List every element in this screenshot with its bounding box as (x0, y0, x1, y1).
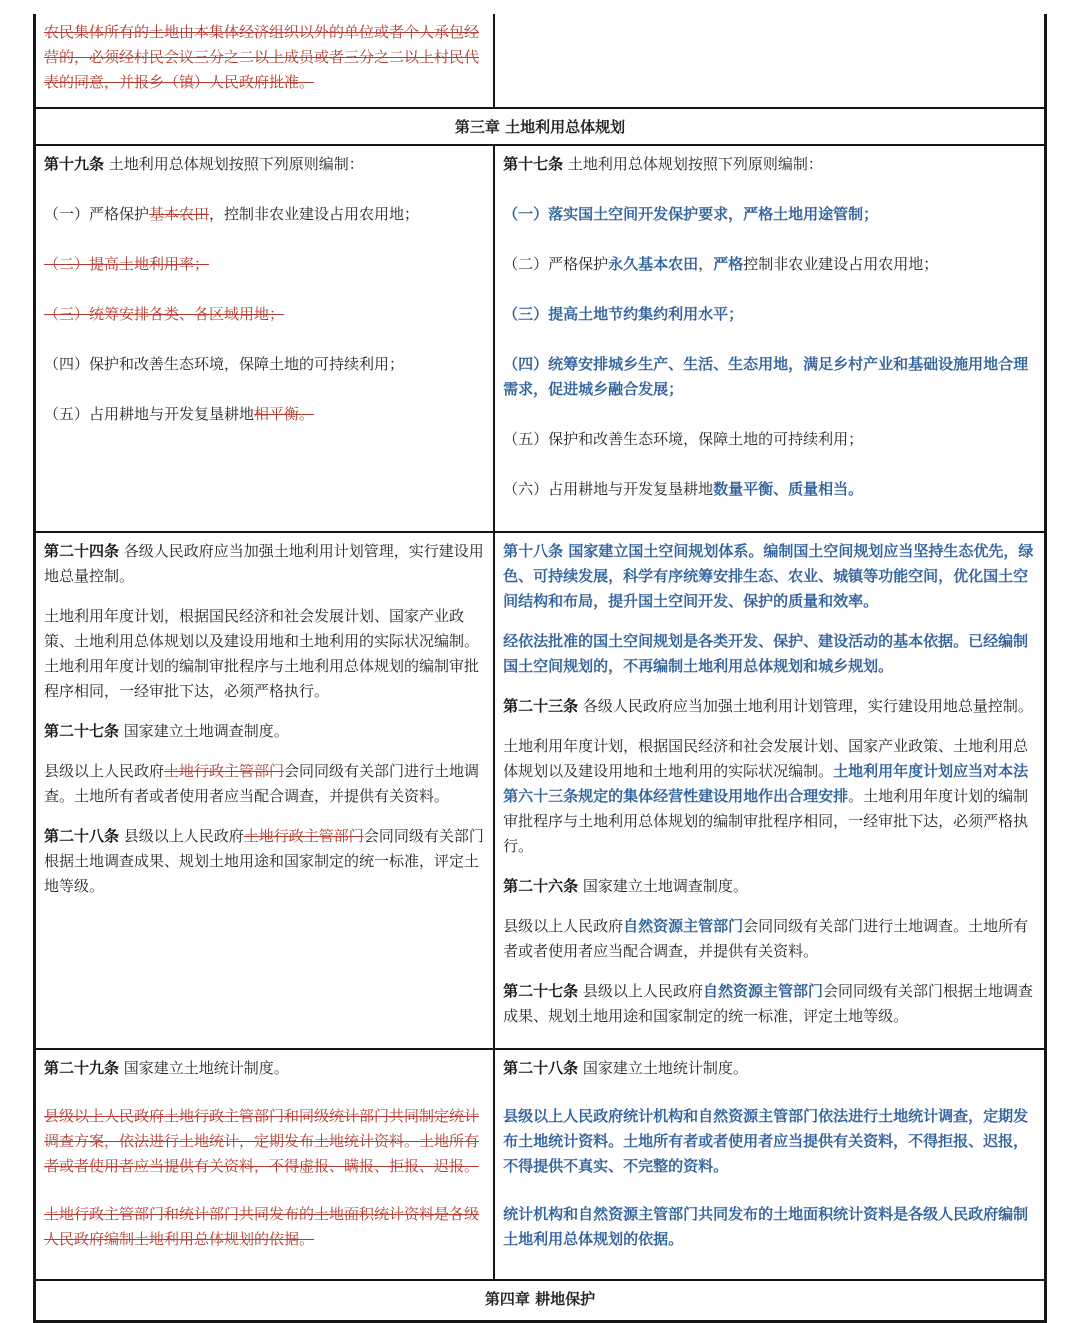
paragraph: （六）占用耕地与开发复垦耕地数量平衡、质量相当。 (503, 480, 864, 498)
law-comparison-table (33, 14, 1047, 1323)
paragraph: 第二十八条 县级以上人民政府土地行政主管部门会同同级有关部门根据土地调查成果、规划土地用途和国家制定的统一标准，评定土地等级。 (44, 827, 484, 895)
paragraph: 县级以上人民政府土地行政主管部门和同级统计部门共同制定统计调查方案，依法进行土地统计，定期发布土地统计资料。土地所有者或者使用者应当提供有关资料，不得虚报、瞒报、拒报、迟报。 (44, 1107, 480, 1175)
chapter4-header: 第四章 耕地保护 (35, 1280, 1046, 1322)
paragraph: （二）提高土地利用率； (44, 255, 210, 273)
paragraph: （四）统筹安排城乡生产、生活、生态用地，满足乡村产业和基础设施用地合理需求，促进城乡融合发展； (503, 355, 1029, 398)
chapter-header-row (35, 1280, 1046, 1322)
cell-old-article-29 (35, 1049, 495, 1280)
paragraph: 统计机构和自然资源主管部门共同发布的土地面积统计资料是各级人民政府编制土地利用总体规划的依据。 (503, 1205, 1029, 1248)
cell-new-article-28 (494, 1049, 1045, 1280)
paragraph: 农民集体所有的土地由本集体经济组织以外的单位或者个人承包经营的，必须经村民会议三分之二以上成员或者三分之二以上村民代表的同意，并报乡（镇）人民政府批准。 (44, 23, 480, 91)
paragraph: 第十八条 国家建立国土空间规划体系。编制国土空间规划应当坚持生态优先，绿色、可持续发展，科学有序统筹安排生态、农业、城镇等功能空间，优化国土空间结构和布局，提升国土空间开发、保护的质量和效率。 (503, 542, 1034, 610)
cell-old-article-19 (35, 145, 495, 532)
cell-old-articles-24-27-28 (35, 532, 495, 1049)
cell-new-article-17 (494, 145, 1045, 532)
paragraph: （四）保护和改善生态环境，保障土地的可持续利用； (44, 355, 405, 373)
paragraph: 第十九条 土地利用总体规划按照下列原则编制： (44, 155, 364, 173)
table-row (35, 532, 1046, 1049)
paragraph: 县级以上人民政府自然资源主管部门会同同级有关部门进行土地调查。土地所有者或者使用者应当配合调查，并提供有关资料。 (503, 917, 1029, 960)
paragraph: （一）落实国土空间开发保护要求，严格土地用途管制； (503, 205, 879, 223)
paragraph: （二）严格保护永久基本农田，严格控制非农业建设占用农用地； (503, 255, 939, 273)
paragraph: 县级以上人民政府统计机构和自然资源主管部门依法进行土地统计调查，定期发布土地统计资料。土地所有者或者使用者应当提供有关资料，不得拒报、迟报，不得提供不真实、不完整的资料。 (503, 1107, 1029, 1175)
chapter3-header: 第三章 土地利用总体规划 (35, 108, 1046, 145)
paragraph: （五）保护和改善生态环境，保障土地的可持续利用； (503, 430, 864, 448)
paragraph: 第二十九条 国家建立土地统计制度。 (44, 1059, 289, 1077)
paragraph: 土地行政主管部门和统计部门共同发布的土地面积统计资料是各级人民政府编制土地利用总体规划的依据。 (44, 1205, 480, 1248)
table-row (35, 14, 1046, 108)
paragraph: （三）统筹安排各类、各区域用地； (44, 305, 285, 323)
paragraph: 第二十六条 国家建立土地调查制度。 (503, 877, 748, 895)
paragraph: 第二十三条 各级人民政府应当加强土地利用计划管理，实行建设用地总量控制。 (503, 697, 1033, 715)
cell-new-empty (494, 14, 1045, 108)
table-row (35, 1049, 1046, 1280)
paragraph: 第二十七条 县级以上人民政府自然资源主管部门会同同级有关部门根据土地调查成果、规划土地用途和国家制定的统一标准，评定土地等级。 (503, 982, 1033, 1025)
paragraph: 土地利用年度计划，根据国民经济和社会发展计划、国家产业政策、土地利用总体规划以及建设用地和土地利用的实际状况编制。土地利用年度计划应当对本法第六十三条规定的集体经营性建设用地作出合理安排。土地利用年度计划的编制审批程序与土地利用总体规划的编制审批程序相同，一经审批下达，必须严格执行。 (503, 737, 1029, 855)
paragraph: 第二十八条 国家建立土地统计制度。 (503, 1059, 748, 1077)
paragraph: 土地利用年度计划，根据国民经济和社会发展计划、国家产业政策、土地利用总体规划以及建设用地和土地利用的实际状况编制。土地利用年度计划的编制审批程序与土地利用总体规划的编制审批程序相同，一经审批下达，必须严格执行。 (44, 607, 480, 700)
paragraph: 第十七条 土地利用总体规划按照下列原则编制： (503, 155, 823, 173)
paragraph: 县级以上人民政府土地行政主管部门会同同级有关部门进行土地调查。土地所有者或者使用者应当配合调查，并提供有关资料。 (44, 762, 480, 805)
cell-old-article-15-deleted (35, 14, 495, 108)
paragraph: （五）占用耕地与开发复垦耕地相平衡。 (44, 405, 315, 423)
paragraph: （一）严格保护基本农田，控制非农业建设占用农用地； (44, 205, 420, 223)
chapter-header-row (35, 108, 1046, 145)
paragraph: （三）提高土地节约集约利用水平； (503, 305, 744, 323)
paragraph: 第二十七条 国家建立土地调查制度。 (44, 722, 289, 740)
cell-new-articles-18-23-26-27 (494, 532, 1045, 1049)
table-row (35, 145, 1046, 532)
paragraph: 第二十四条 各级人民政府应当加强土地利用计划管理，实行建设用地总量控制。 (44, 542, 484, 585)
paragraph: 经依法批准的国土空间规划是各类开发、保护、建设活动的基本依据。已经编制国土空间规划的，不再编制土地利用总体规划和城乡规划。 (503, 632, 1029, 675)
